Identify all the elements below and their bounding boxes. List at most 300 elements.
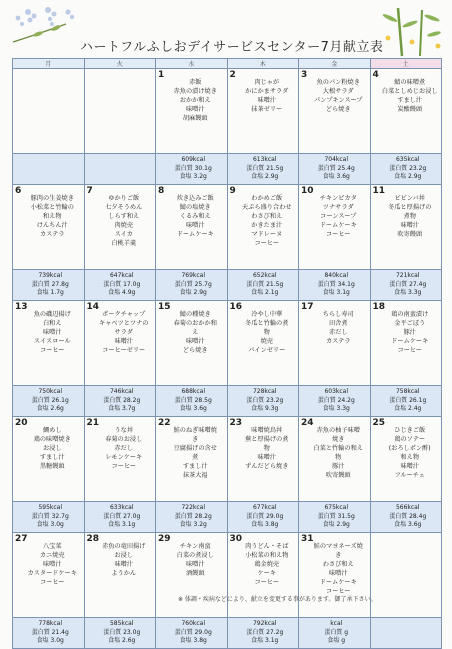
salt-value: 食塩 3.8g — [251, 521, 279, 529]
menu-item: ひじきご飯 — [394, 427, 426, 434]
menu-item: 白桃羊羹 — [111, 240, 137, 247]
menu-item: 吹寄饅頭 — [397, 231, 423, 238]
menu-item: 小松菜の和え物 — [245, 552, 289, 559]
menu-item: 金平ごぼう — [394, 320, 426, 327]
day-nutrition-cell — [84, 270, 156, 301]
menu-item: 鯖の塩焼き — [179, 204, 211, 211]
day-nutrition-cell — [13, 270, 85, 301]
menu-item: 赤だし — [114, 445, 134, 452]
menu-item: わかめご飯 — [251, 195, 283, 202]
protein-value: 蛋白質 29.0g — [246, 512, 284, 520]
day-nutrition-cell — [13, 502, 85, 533]
protein-value: 蛋白質 28.2g — [103, 396, 141, 404]
calories-value: 603kcal — [324, 388, 349, 395]
day-menu-cell — [227, 533, 299, 618]
calories-value: 609kcal — [181, 156, 206, 163]
day-menu-cell — [84, 301, 156, 386]
menu-item: 味噌汁 — [257, 454, 277, 461]
nutrition-info — [156, 618, 227, 646]
day-number: 14 — [86, 302, 100, 312]
day-menu-cell — [370, 301, 442, 386]
menu-item: カスタードケーキ — [27, 570, 77, 577]
day-number: 22 — [158, 418, 171, 428]
menu-item: 豚肉の生姜焼き — [30, 195, 74, 202]
day-menu-cell — [84, 533, 156, 618]
menu-item: ゆかりご飯 — [108, 195, 140, 202]
menu-item: 赤魚の竜田揚げ — [102, 543, 146, 550]
day-number: 23 — [229, 418, 243, 428]
nutrition-info — [85, 618, 156, 646]
menu-item: 味噌汁 — [257, 97, 277, 104]
day-nutrition-cell — [156, 270, 228, 301]
day-number: 4 — [372, 70, 379, 80]
calories-value: 750kcal — [38, 388, 63, 395]
menu-item: 和え物 — [42, 213, 62, 220]
menu-item: き — [335, 552, 342, 559]
protein-value: 蛋白質 29.0g — [174, 628, 212, 636]
menu-item: 魚のパン粉焼き — [316, 79, 360, 86]
nutrition-info — [371, 270, 442, 298]
day-number: 16 — [229, 302, 243, 312]
nutrition-info — [85, 502, 156, 530]
menu-item: すまし汁 — [397, 97, 423, 104]
calories-value: 840kcal — [324, 272, 349, 279]
page-title: ハートフルふしおデイサービスセンター7月献立表 — [80, 40, 384, 55]
menu-item: 抹茶ゼリー — [251, 106, 283, 113]
salt-value: 食塩 3.2g — [179, 173, 207, 181]
menu-item: ようかん — [111, 570, 137, 577]
day-nutrition-cell — [370, 502, 442, 533]
day-menu-cell — [299, 301, 371, 386]
salt-value: 食塩 2.1g — [251, 289, 279, 297]
nutrition-row — [13, 618, 442, 649]
protein-value: 蛋白質 25.4g — [317, 164, 355, 172]
menu-item: 鶏の味噌焼き — [33, 436, 71, 443]
protein-value: 蛋白質 21.5g — [246, 280, 284, 288]
menu-item: 肉じゃが — [254, 79, 280, 86]
protein-value: 蛋白質 23.0g — [103, 628, 141, 636]
menu-item: レモンケーキ — [105, 454, 143, 461]
calories-value: 760kcal — [181, 620, 206, 627]
day-menu-cell — [299, 69, 371, 154]
weekday-monday: 月 — [13, 59, 85, 69]
day-menu-cell — [299, 185, 371, 270]
menu-item: サラダ — [114, 329, 133, 336]
menu-item: コーヒー — [39, 347, 65, 354]
menu-item: 赤飯 — [189, 79, 202, 86]
empty-nutrition-cell — [13, 154, 85, 185]
nutrition-info — [85, 386, 156, 414]
nutrition-info — [228, 154, 299, 182]
menu-item: 蕪と厚揚げの煮 — [245, 436, 289, 443]
salt-value: 食塩 4.9g — [108, 289, 136, 297]
day-nutrition-cell — [227, 154, 299, 185]
protein-value: 蛋白質 28.5g — [174, 396, 212, 404]
salt-value: 食塩 2.4g — [394, 405, 422, 413]
day-nutrition-cell — [299, 618, 371, 649]
day-menu-cell — [227, 69, 299, 154]
menu-row — [13, 417, 442, 502]
menu-item: 豆腐揚げの含せ — [173, 445, 217, 452]
menu-items — [228, 69, 299, 114]
day-number: 10 — [301, 186, 314, 196]
menu-item: マドレーヌ — [251, 231, 283, 238]
salt-value: 食塩 2.9g — [179, 289, 207, 297]
nutrition-info — [299, 154, 370, 182]
menu-item: 白菜としめじお浸し — [381, 88, 438, 95]
calories-value: 792kcal — [252, 620, 277, 627]
menu-item: スイスロール — [33, 338, 71, 345]
menu-item: 魚の磯辺揚げ — [33, 311, 71, 318]
day-menu-cell — [227, 417, 299, 502]
menu-item: 鮭のマヨネーズ焼 — [313, 543, 363, 550]
menu-item: き — [192, 436, 199, 443]
empty-menu-cell — [84, 69, 156, 154]
menu-item: 冬瓜と厚揚げの — [388, 204, 432, 211]
protein-value: 蛋白質 23.2g — [389, 164, 427, 172]
salt-value: 食塩 9.3g — [251, 405, 279, 413]
menu-item: 味噌汁 — [328, 570, 348, 577]
nutrition-info — [228, 270, 299, 298]
menu-item: 田舎煮 — [328, 320, 348, 327]
weekday-wednesday: 水 — [156, 59, 228, 69]
calories-value: 728kcal — [252, 388, 277, 395]
day-menu-cell — [156, 533, 228, 618]
day-nutrition-cell — [299, 502, 371, 533]
weekday-friday: 金 — [299, 59, 371, 69]
protein-value: 蛋白質 g — [324, 628, 349, 636]
protein-value: 蛋白質 23.2g — [246, 396, 284, 404]
menu-item: 味噌汁 — [114, 338, 134, 345]
day-number: 2 — [229, 70, 236, 80]
menu-item: 味噌汁 — [185, 222, 205, 229]
bamboo-decoration — [378, 6, 448, 58]
calories-value: 652kcal — [252, 272, 277, 279]
menu-item: コーヒー — [325, 588, 351, 595]
day-nutrition-cell — [84, 386, 156, 417]
day-nutrition-cell — [156, 386, 228, 417]
calories-value: 758kcal — [395, 388, 420, 395]
menu-item: 黒糖饅頭 — [39, 463, 65, 470]
menu-item: 味噌汁 — [114, 561, 134, 568]
salt-value: 食塩 3.1g — [251, 637, 279, 645]
day-nutrition-cell — [370, 154, 442, 185]
menu-item: 物 — [263, 329, 270, 336]
menu-item: コーヒー — [254, 240, 279, 247]
menu-item: パンプキンスープ — [314, 97, 363, 104]
day-menu-cell — [370, 69, 442, 154]
day-nutrition-cell — [156, 502, 228, 533]
calories-value: 769kcal — [181, 272, 206, 279]
menu-item: 物 — [263, 445, 270, 452]
menu-item: 物 — [335, 454, 342, 461]
day-number: 24 — [301, 418, 314, 428]
weekday-thursday: 木 — [227, 59, 299, 69]
menu-row — [13, 185, 442, 270]
menu-items — [299, 69, 370, 114]
protein-value: 蛋白質 27.2g — [246, 628, 284, 636]
day-nutrition-cell — [227, 618, 299, 649]
menu-item: コーヒー — [111, 463, 136, 470]
calories-value: 585kcal — [109, 620, 134, 627]
menu-item: 和え物 — [400, 454, 420, 461]
calories-value: 647kcal — [109, 272, 134, 279]
day-nutrition-cell — [370, 270, 442, 301]
protein-value: 蛋白質 17.0g — [103, 280, 141, 288]
nutrition-row — [13, 502, 442, 533]
menu-item: 肉焼売 — [114, 222, 134, 229]
nutrition-info — [299, 618, 370, 646]
menu-item: 焼売 — [260, 338, 273, 345]
day-number: 25 — [372, 418, 386, 428]
menu-item: 味噌汁 — [400, 463, 420, 470]
menu-item: 鮭のねぎ味噌焼 — [173, 427, 217, 434]
calories-value: 739kcal — [38, 272, 63, 279]
menu-item: くるみ和え — [179, 213, 211, 220]
menu-items — [371, 69, 442, 114]
menu-items — [85, 185, 156, 248]
nutrition-info — [228, 502, 299, 530]
menu-item: 七夕そうめん — [105, 204, 143, 211]
day-menu-cell — [156, 417, 228, 502]
day-menu-cell — [13, 301, 85, 386]
protein-value: 蛋白質 26.1g — [31, 396, 69, 404]
salt-value: 食塩 3.1g — [108, 521, 136, 529]
salt-value: 食塩 3.0g — [36, 521, 64, 529]
day-menu-cell — [299, 417, 371, 502]
nutrition-info — [156, 270, 227, 298]
menu-item: 鶏のソテー — [394, 436, 426, 443]
salt-value: 食塩 1.7g — [36, 289, 64, 297]
menu-item: チキンピカタ — [319, 195, 357, 202]
menu-item: 赤魚の漬け焼き — [173, 88, 217, 95]
menu-item: フルーチェ — [394, 472, 425, 479]
nutrition-row — [13, 154, 442, 185]
calories-value: 635kcal — [395, 156, 420, 163]
menu-item: 白菜の煮浸し — [176, 552, 214, 559]
nutrition-info — [156, 386, 227, 414]
salt-value: 食塩 2.9g — [394, 173, 422, 181]
salt-value: 食塩 3.0g — [36, 637, 64, 645]
day-nutrition-cell — [299, 154, 371, 185]
protein-value: 蛋白質 25.7g — [174, 280, 212, 288]
menu-item: コーヒーゼリー — [102, 347, 146, 354]
menu-calendar-table — [12, 58, 442, 649]
menu-item: 炊き込みご飯 — [176, 195, 214, 202]
nutrition-info — [13, 618, 84, 646]
menu-item: 炭酸饅頭 — [397, 106, 423, 113]
protein-value: 蛋白質 24.2g — [317, 396, 355, 404]
day-menu-cell — [84, 417, 156, 502]
menu-item: 天ぷら盛り合わせ — [242, 204, 292, 211]
day-number: 29 — [158, 534, 171, 544]
menu-item: ポークチャップ — [102, 311, 146, 318]
day-number: 30 — [229, 534, 243, 544]
menu-item: うな丼 — [114, 427, 134, 434]
day-nutrition-cell — [299, 270, 371, 301]
calories-value: 633kcal — [109, 504, 134, 511]
menu-item: かにかまサラダ — [245, 88, 289, 95]
menu-item: 鶏金焼売 — [254, 561, 280, 568]
calories-value: 722kcal — [181, 504, 206, 511]
nutrition-info — [371, 386, 442, 414]
menu-item: わさび和え — [322, 561, 354, 568]
day-menu-cell — [227, 185, 299, 270]
protein-value: 蛋白質 27.0g — [103, 512, 141, 520]
menu-item: 鯖の味噌煮 — [394, 79, 426, 86]
nutrition-info — [299, 270, 370, 298]
salt-value: 食塩 2.9g — [322, 521, 350, 529]
protein-value: 蛋白質 34.1g — [317, 280, 355, 288]
day-number: 31 — [301, 534, 314, 544]
menu-row — [13, 533, 442, 618]
nutrition-info — [228, 386, 299, 414]
menu-item: コーンスープ — [320, 213, 357, 220]
calories-value: 721kcal — [395, 272, 420, 279]
menu-item: 味噌汁 — [42, 561, 62, 568]
day-nutrition-cell — [13, 618, 85, 649]
menu-item: 味噌汁 — [185, 338, 205, 345]
menu-item: 鯛めし — [42, 427, 62, 434]
menu-item: しらす和え — [108, 213, 140, 220]
day-nutrition-cell — [84, 618, 156, 649]
day-number: 28 — [86, 534, 100, 544]
day-menu-cell — [370, 417, 442, 502]
menu-item: コーヒー — [325, 231, 351, 238]
menu-item: 春菊のおかか和 — [173, 320, 217, 327]
calories-value: 688kcal — [181, 388, 206, 395]
salt-value: 食塩 3.1g — [322, 289, 350, 297]
menu-items — [228, 185, 299, 248]
nutrition-info — [156, 502, 227, 530]
menu-item: 鶏の南蛮漬け — [391, 311, 429, 318]
calories-value: 746kcal — [109, 388, 134, 395]
menu-item: 焼き — [332, 436, 345, 443]
day-number: 13 — [15, 302, 28, 312]
protein-value: 蛋白質 28.2g — [174, 512, 212, 520]
menu-item: ツナサラダ — [322, 204, 354, 211]
day-number: 6 — [15, 186, 22, 196]
nutrition-info — [371, 502, 442, 530]
day-number: 11 — [372, 186, 386, 196]
nutrition-row — [13, 270, 442, 301]
menu-item: ドームケーキ — [176, 231, 214, 238]
calendar-body — [13, 69, 442, 649]
menu-item: 味噌汁 — [185, 106, 205, 113]
menu-item: コーヒー — [397, 347, 422, 354]
menu-item: 味噌焼鳥丼 — [251, 427, 283, 434]
menu-item: 肉うどん・そば — [245, 543, 289, 550]
protein-value: 蛋白質 26.1g — [389, 396, 427, 404]
day-menu-cell — [13, 417, 85, 502]
salt-value: 食塩 3.6g — [179, 405, 207, 413]
menu-item: 味噌汁 — [42, 329, 62, 336]
menu-item: 酒饅頭 — [185, 570, 205, 577]
nutrition-info — [299, 502, 370, 530]
calories-value: 704kcal — [324, 156, 349, 163]
day-number: 21 — [86, 418, 100, 428]
day-nutrition-cell — [370, 386, 442, 417]
nutrition-info — [13, 502, 84, 530]
day-number: 1 — [158, 70, 165, 80]
menu-item: ドームケーキ — [319, 579, 357, 586]
menu-item: 吹寄饅頭 — [325, 472, 351, 479]
salt-value: 食塩 g — [327, 637, 346, 645]
menu-item: 味噌汁 — [185, 561, 205, 568]
nutrition-info — [371, 154, 442, 182]
calories-value: kcal — [330, 620, 343, 627]
menu-item: ちらし寿司 — [322, 311, 354, 318]
menu-items — [13, 185, 84, 239]
calories-value: 566kcal — [395, 504, 420, 511]
salt-value: 食塩 3.6g — [322, 173, 350, 181]
menu-item: 煮 — [192, 454, 199, 461]
menu-item: チキン南蛮 — [179, 543, 211, 550]
day-nutrition-cell — [13, 386, 85, 417]
menu-item: どら焼き — [325, 106, 351, 113]
day-menu-cell — [370, 185, 442, 270]
menu-row — [13, 301, 442, 386]
day-menu-cell — [156, 69, 228, 154]
menu-item: 抹茶大福 — [182, 472, 208, 479]
day-number: 17 — [301, 302, 314, 312]
menu-item: 小松菜と竹輪の — [30, 204, 74, 211]
day-menu-cell — [84, 185, 156, 270]
menu-item: スイカ — [114, 231, 133, 238]
weekday-header-row — [13, 59, 442, 69]
day-number: 20 — [15, 418, 28, 428]
menu-item: どら焼き — [182, 347, 208, 354]
menu-item: 赤だし — [328, 329, 348, 336]
nutrition-info — [156, 154, 227, 182]
menu-item: コーヒー — [254, 579, 279, 586]
menu-item: 大根サラダ — [322, 88, 354, 95]
day-number: 18 — [372, 302, 386, 312]
menu-item: ドームケーキ — [391, 338, 429, 345]
menu-item: 春菊のお浸し — [105, 436, 143, 443]
day-menu-cell — [13, 533, 85, 618]
empty-menu-cell — [370, 533, 442, 618]
menu-items — [156, 69, 227, 123]
protein-value: 蛋白質 28.4g — [389, 512, 427, 520]
menu-item: 鯖の種焼き — [179, 311, 211, 318]
empty-nutrition-cell — [370, 618, 442, 649]
menu-item: カステラ — [39, 231, 65, 238]
salt-value: 食塩 2.6g — [108, 637, 136, 645]
menu-item: ずんだどら焼き — [245, 463, 289, 470]
menu-item: 白和え — [42, 320, 62, 327]
menu-item: すまし汁 — [39, 454, 65, 461]
menu-item: カステラ — [325, 338, 351, 345]
menu-item: 冷やし中華 — [251, 311, 283, 318]
menu-items — [156, 185, 227, 239]
footer-note: ※ 体調・疾病などにより、献立を変更する事があります。御了承下さい。 — [178, 596, 377, 603]
day-number: 15 — [158, 302, 171, 312]
menu-item: ビビンバ丼 — [394, 195, 425, 202]
day-nutrition-cell — [227, 386, 299, 417]
day-nutrition-cell — [299, 386, 371, 417]
protein-value: 蛋白質 27.8g — [31, 280, 69, 288]
menu-item: パインゼリー — [248, 347, 286, 354]
nutrition-info — [85, 270, 156, 298]
salt-value: 食塩 3.8g — [179, 637, 207, 645]
menu-item: 味噌汁 — [400, 222, 420, 229]
menu-item: (おろしポン酢) — [388, 445, 431, 452]
menu-item: え — [192, 329, 199, 336]
protein-value: 蛋白質 30.1g — [174, 164, 212, 172]
day-number: 8 — [158, 186, 165, 196]
nutrition-info — [13, 386, 84, 414]
